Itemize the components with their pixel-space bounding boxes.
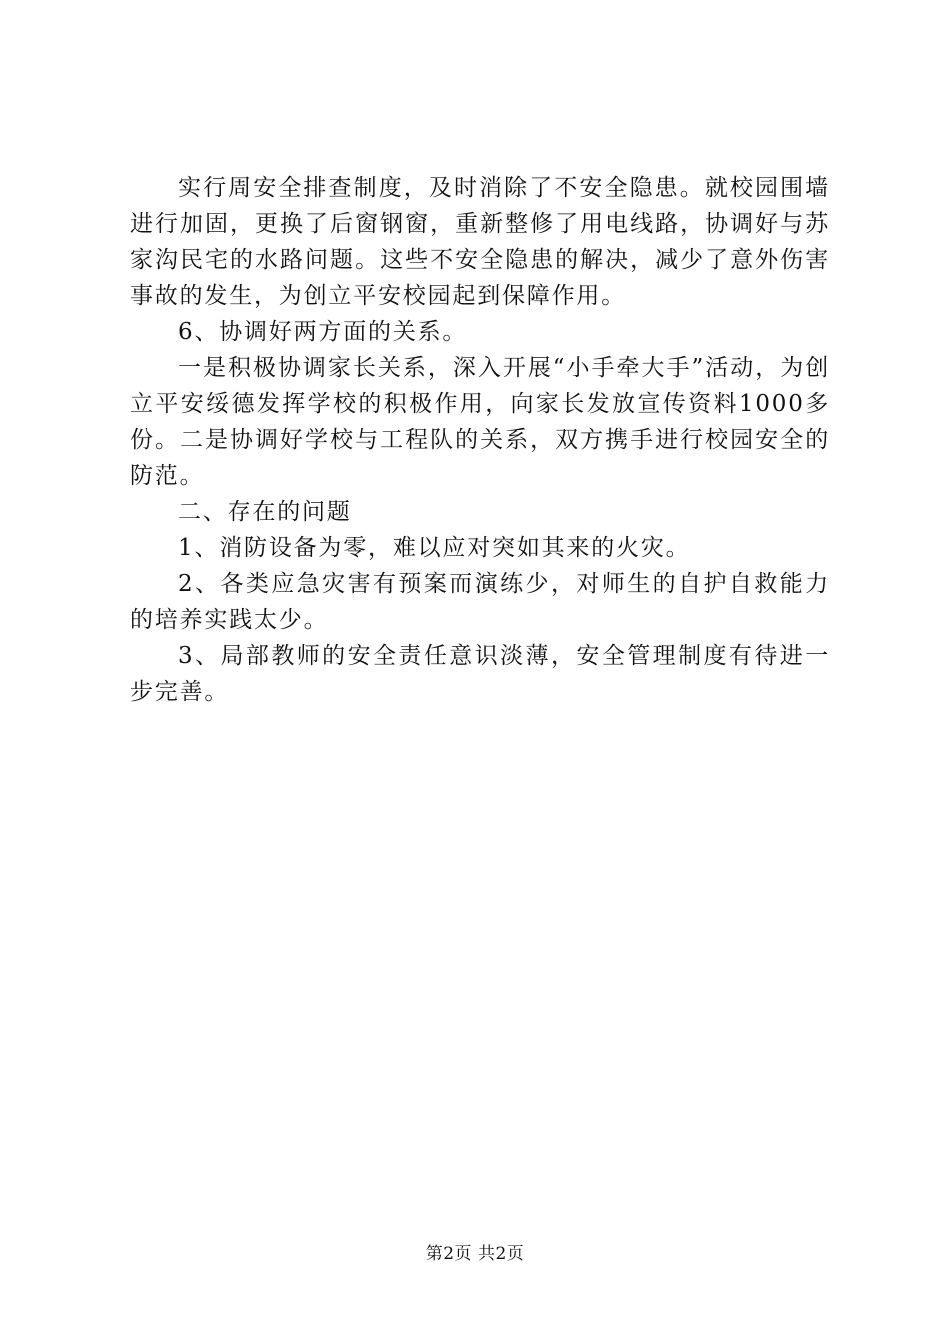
paragraph-safety-inspection: 实行周安全排查制度，及时消除了不安全隐患。就校园围墙进行加固，更换了后窗钢窗，重新整修了用电线路，协调好与苏家沟民宅的水路问题。这些不安全隐患的解决，减少了意外伤害事故的发生，为创立平安校园起到保障作用。	[130, 175, 830, 309]
problem-item-2: 2、各类应急灾害有预案而演练少，对师生的自护自救能力的培养实践太少。	[130, 571, 830, 633]
page-number-footer: 第2页 共2页	[425, 1244, 525, 1264]
paragraph-parent-and-contractor-relations: 一是积极协调家长关系，深入开展“小手牵大手”活动，为创立平安绥德发挥学校的积极作用，向家长发放宣传资料1000多份。二是协调好学校与工程队的关系，双方携手进行校园安全的防范。	[130, 355, 830, 489]
section-heading-existing-problems: 二、存在的问题	[178, 499, 352, 525]
problem-item-1: 1、消防设备为零，难以应对突如其来的火灾。	[178, 535, 691, 561]
problem-item-3: 3、局部教师的安全责任意识淡薄，安全管理制度有待进一步完善。	[130, 643, 830, 705]
document-body	[130, 170, 830, 710]
paragraph-heading-coordinate-relations: 6、协调好两方面的关系。	[178, 319, 468, 345]
